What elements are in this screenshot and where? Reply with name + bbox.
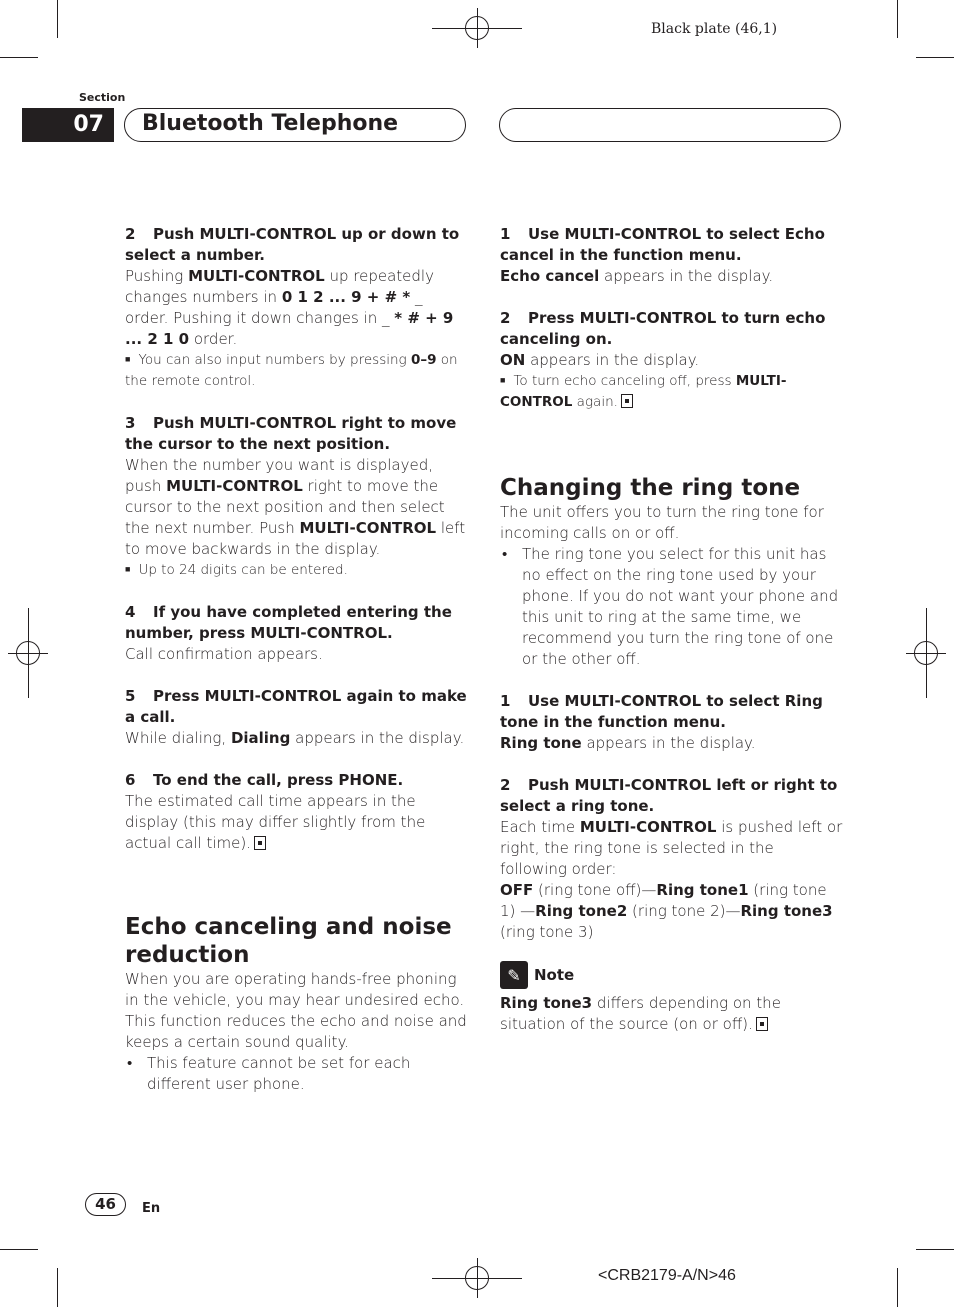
header-pill-right [499, 108, 841, 142]
text-span: 6 [125, 771, 136, 789]
text-span: left to move backwards in the display. [125, 519, 466, 558]
step-heading [125, 602, 470, 644]
text-span: appears in the display. [525, 351, 700, 369]
step-heading [125, 770, 470, 791]
square-bullet-icon: ■ [125, 565, 131, 575]
registration-mark [465, 16, 489, 40]
paragraph [500, 993, 845, 1035]
section-label: Section [79, 91, 126, 104]
text-span: 0–9 [410, 352, 437, 368]
text-span: OFF [500, 881, 534, 899]
end-mark-icon [621, 394, 633, 408]
text-span: Each time [500, 818, 580, 836]
crop-mark [57, 0, 58, 38]
text-span: Use MULTI-CONTROL to select Ring tone in the function menu. [500, 692, 823, 731]
text-span: MULTI-CONTROL [188, 267, 325, 285]
note-item [125, 560, 470, 581]
text-span: (ring tone 2)— [627, 902, 741, 920]
paragraph [500, 733, 845, 754]
registration-mark [16, 641, 40, 665]
note-item [125, 350, 470, 392]
text-span: Ring tone3 [740, 902, 833, 920]
crop-mark [57, 1268, 58, 1307]
text-span: 5 [125, 687, 136, 705]
text-span: is pushed left or right, the ring tone is selected in the following order: [500, 818, 843, 878]
text-span: 2 [500, 309, 511, 327]
text-span: (ring tone off)— [533, 881, 657, 899]
note-header [500, 961, 845, 989]
bullet-icon: • [502, 545, 508, 563]
text-span: 1 [500, 692, 511, 710]
language-label: En [142, 1201, 161, 1216]
text-span: Push MULTI-CONTROL left or right to select a ring tone. [500, 776, 838, 815]
crop-mark [0, 1249, 38, 1250]
step-heading [125, 413, 470, 455]
section-title-box [124, 108, 466, 142]
registration-mark [914, 641, 938, 665]
paragraph [500, 880, 845, 943]
pencil-note-icon: ✎ [500, 961, 528, 989]
step-heading [500, 691, 845, 733]
text-span: up repeatedly changes numbers in [125, 267, 434, 306]
text-span: Use MULTI-CONTROL to select Echo cancel in the function menu. [500, 225, 825, 264]
text-span: 2 [125, 225, 136, 243]
text-span: (ring tone 3) [500, 923, 594, 941]
left-column-echo [125, 913, 470, 1095]
crop-mark [897, 1268, 898, 1307]
bullet-icon: • [127, 1054, 133, 1072]
text-span: When the number you want is displayed, push [125, 456, 434, 495]
text-span: Press MULTI-CONTROL to turn echo canceling on. [500, 309, 826, 348]
step-heading [125, 686, 470, 728]
text-span: While dialing, [125, 729, 231, 747]
text-span: differs depending on the situation of the source (on or off). [500, 994, 781, 1033]
text-span: on the remote control. [125, 352, 458, 389]
text-span: If you have completed entering the number, press MULTI-CONTROL. [125, 603, 452, 642]
paragraph [500, 266, 845, 287]
end-mark-icon [254, 836, 266, 850]
text-span: Ring tone1 [656, 881, 749, 899]
text-span: You can also input numbers by pressing [138, 352, 411, 368]
text-span: 1 [500, 225, 511, 243]
paragraph [125, 266, 470, 350]
text-span: _ order. Pushing it down changes in _ [125, 288, 423, 327]
step-heading [500, 775, 845, 817]
text-span: appears in the display. [581, 734, 756, 752]
paragraph [125, 791, 470, 854]
plate-label: Black plate (46,1) [651, 21, 778, 37]
square-bullet-icon: ■ [500, 376, 506, 386]
text-span: Echo cancel [500, 267, 600, 285]
text-span: To turn echo canceling off, press [513, 373, 736, 389]
section-title: Bluetooth Telephone [142, 111, 399, 136]
crop-mark [916, 1249, 954, 1250]
paragraph [500, 350, 845, 371]
paragraph [125, 455, 470, 560]
text-span: 4 [125, 603, 136, 621]
text-span: MULTI-CONTROL [500, 373, 787, 410]
bullet-item [125, 1053, 470, 1095]
text-span: appears in the display. [290, 729, 465, 747]
note-item [500, 371, 845, 413]
text-span: again. [572, 394, 618, 410]
text-span: Ring tone2 [535, 902, 628, 920]
text-span: Dialing [230, 729, 291, 747]
heading-ring-tone: Changing the ring tone [500, 475, 801, 501]
crop-mark [916, 57, 954, 58]
heading-echo: Echo canceling and noise reduction [125, 914, 452, 968]
text-span: Ring tone [500, 734, 582, 752]
bullet-item [500, 544, 845, 670]
section-number: 07 [22, 108, 114, 142]
text-span: order. [189, 330, 238, 348]
text-span: 0 1 2 ... 9 + # * [281, 288, 411, 306]
step-heading [500, 224, 845, 266]
registration-mark [465, 1266, 489, 1290]
paragraph: Call confirmation appears. [125, 645, 323, 663]
text-span: Push MULTI-CONTROL right to move the cursor to the next position. [125, 414, 457, 453]
text-span: 3 [125, 414, 136, 432]
text-span: appears in the display. [599, 267, 774, 285]
text-span: The ring tone you select for this unit has no effect on the ring tone used by your phone. If you do not want your phone and this unit to ring at the same time, we recommend you turn the ring tone of one or the other off. [522, 545, 839, 668]
crop-mark [0, 57, 38, 58]
text-span: Pushing [125, 267, 189, 285]
step-heading [125, 224, 470, 266]
text-span: ON [500, 351, 526, 369]
right-column [500, 224, 845, 413]
footer-code: <CRB2179-A/N>46 [598, 1267, 736, 1284]
text-span: The estimated call time appears in the display (this may differ slightly from the actual call time). [125, 792, 426, 852]
text-span: To end the call, press PHONE. [153, 771, 404, 789]
paragraph [125, 728, 470, 749]
text-span: This feature cannot be set for each different user phone. [147, 1054, 411, 1093]
end-mark-icon [756, 1017, 768, 1031]
page-number: 46 [85, 1193, 126, 1216]
text-span: * # + 9 ... 2 1 0 [125, 309, 454, 348]
text-span: Ring tone3 [500, 994, 593, 1012]
left-column [125, 224, 470, 854]
text-span: Push MULTI-CONTROL up or down to select a number. [125, 225, 460, 264]
text-span: right to move the cursor to the next position and then select the next number. Push [125, 477, 445, 537]
square-bullet-icon: ■ [125, 355, 131, 365]
paragraph: When you are operating hands-free phoning in the vehicle, you may hear undesired echo. This function reduces the echo and noise and keeps a certain sound quality. [125, 970, 467, 1051]
text-span: (ring tone 1) — [500, 881, 827, 920]
paragraph [500, 817, 845, 880]
paragraph: The unit offers you to turn the ring tone for incoming calls on or off. [500, 503, 824, 542]
text-span: Press MULTI-CONTROL again to make a call. [125, 687, 467, 726]
text-span: Up to 24 digits can be entered. [138, 562, 348, 578]
text-span: Note [534, 965, 575, 984]
text-span: MULTI-CONTROL [166, 477, 303, 495]
text-span: MULTI-CONTROL [579, 818, 717, 836]
crop-mark [897, 0, 898, 38]
step-heading [500, 308, 845, 350]
text-span: MULTI-CONTROL [299, 519, 437, 537]
right-column-ring [500, 474, 845, 1035]
text-span: 2 [500, 776, 511, 794]
